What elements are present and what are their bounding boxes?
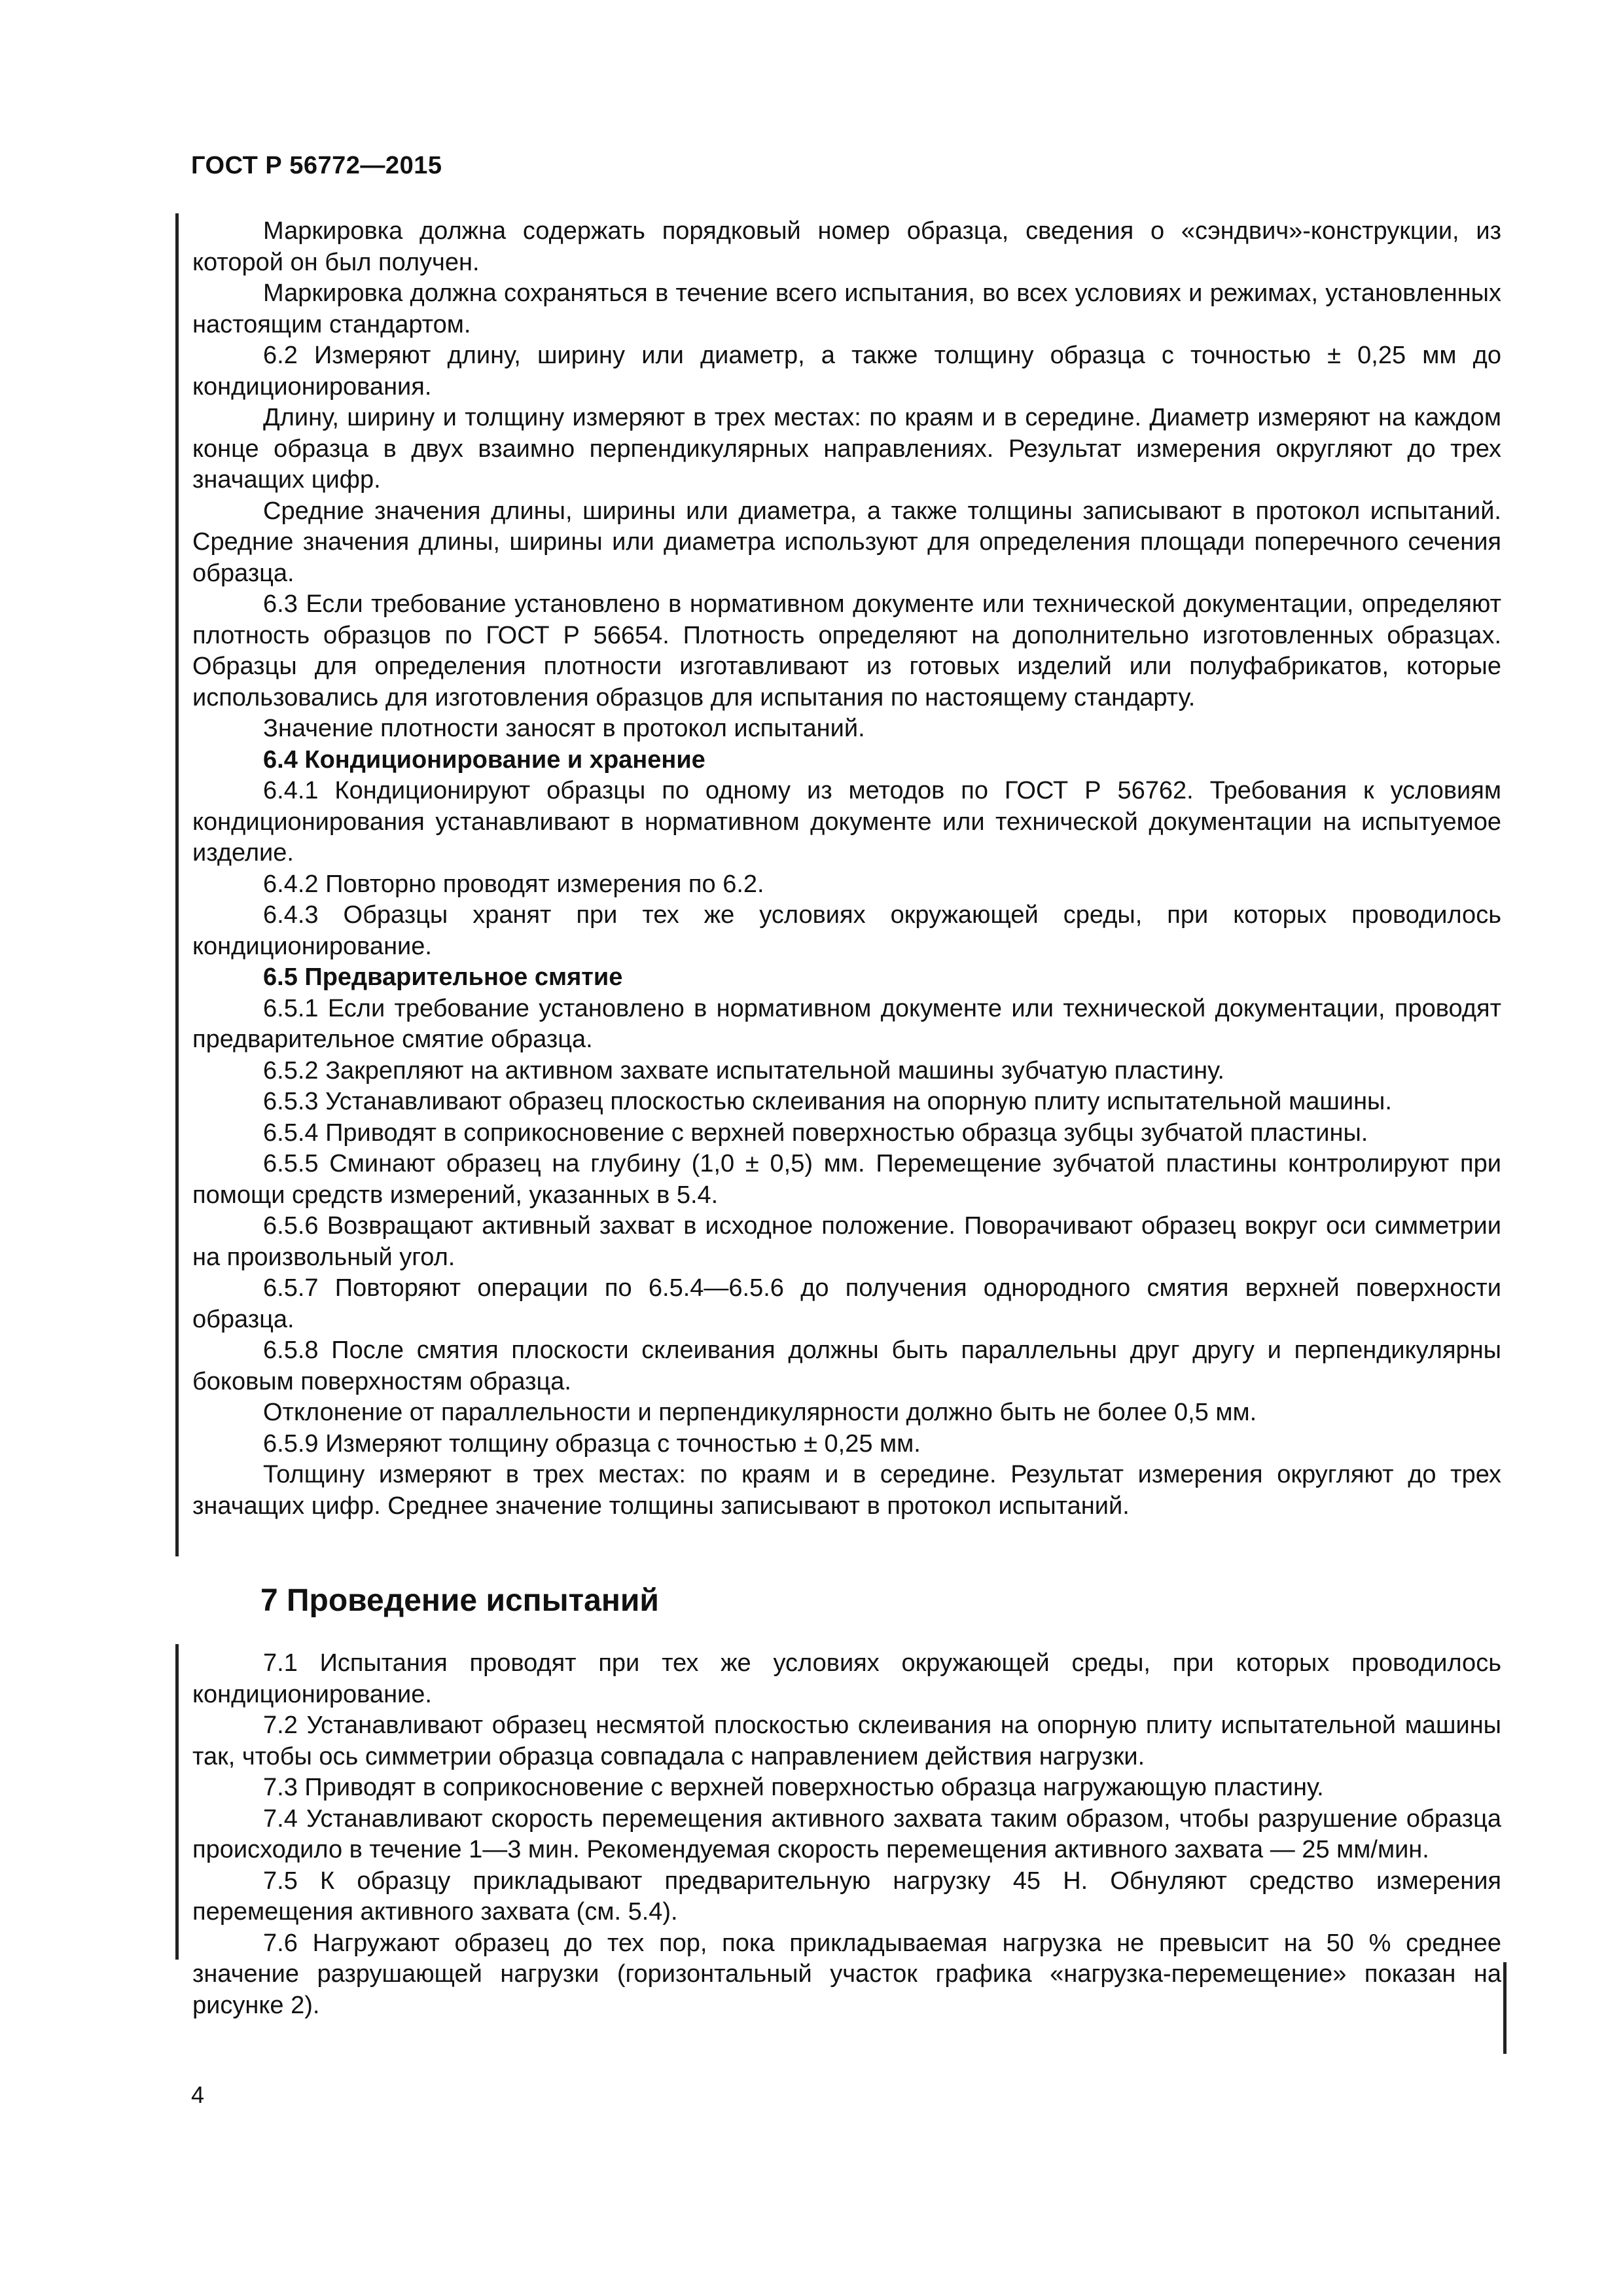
paragraph: Длину, ширину и толщину измеряют в трех местах: по краям и в середине. Диаметр измеряют на каждом конце образца в двух взаимно перпендикулярных направлениях. Результат измерения округляют до трех значащих цифр. — [192, 404, 1501, 493]
change-bar — [175, 1644, 179, 1960]
paragraph: 6.5.6 Возвращают активный захват в исходное положение. Поворачивают образец вокруг оси симметрии на произвольный угол. — [192, 1212, 1501, 1271]
paragraph: 7.1 Испытания проводят при тех же условиях окружающей среды, при которых проводилось кондиционирование. — [192, 1649, 1501, 1708]
paragraph: 7.6 Нагружают образец до тех пор, пока прикладываемая нагрузка не превысит на 50 % среднее значение разрушающей нагрузки (горизонтальный участок графика «нагрузка-перемещение» показан на рисунке 2). — [192, 1929, 1501, 2019]
change-bar — [175, 213, 179, 1556]
paragraph: 7.3 Приводят в соприкосновение с верхней поверхностью образца нагружающую пластину. — [263, 1774, 1324, 1801]
paragraph: 6.4.3 Образцы хранят при тех же условиях окружающей среды, при которых проводилось кондиционирование. — [192, 901, 1501, 960]
paragraph: 6.5.2 Закрепляют на активном захвате испытательной машины зубчатую пластину. — [263, 1056, 1224, 1085]
paragraph: 7.2 Устанавливают образец несмятой плоскостью склеивания на опорную плиту испытательной машины так, чтобы ось симметрии образца совпадала с направлением действия нагрузки. — [192, 1712, 1501, 1770]
paragraph: Отклонение от параллельности и перпендикулярности должно быть не более 0,5 мм. — [263, 1399, 1257, 1426]
paragraph: 6.5.8 После смятия плоскости склеивания должны быть параллельны друг другу и перпендикулярны боковым поверхностям образца. — [192, 1336, 1501, 1395]
paragraph: 7.5 К образцу прикладывают предварительную нагрузку 45 Н. Обнуляют средство измерения перемещения активного захвата (см. 5.4). — [192, 1867, 1501, 1926]
paragraph: 6.5.1 Если требование установлено в нормативном документе или технической документации, проводят предварительное смятие образца. — [192, 994, 1501, 1053]
paragraph: Маркировка должна содержать порядковый номер образца, сведения о «сэндвич»-конструкции, из которой он был получен. — [192, 217, 1501, 276]
paragraph: Маркировка должна сохраняться в течение всего испытания, во всех условиях и режимах, установленных настоящим стандартом. — [192, 279, 1501, 338]
subsection-heading: 6.4 Кондиционирование и хранение — [263, 745, 705, 774]
paragraph: 6.4.2 Повторно проводят измерения по 6.2. — [263, 870, 764, 898]
paragraph: Средние значения длины, ширины или диаметра, а также толщины записывают в протокол испытаний. Средние значения длины, ширины или диаметра используют для определения площади поперечного сечения образца. — [192, 497, 1501, 587]
change-bar — [1503, 1962, 1507, 2054]
paragraph: 6.3 Если требование установлено в нормативном документе или технической документации, определяют плотность образцов по ГОСТ Р 56654. Плотность определяют на дополнительно изготовленных образцах. Образцы для определения плотности изготавливают из готовых изделий или полуфабрикатов, которые использовались для изготовления образцов для испытания по настоящему стандарту. — [192, 590, 1501, 711]
page-number: 4 — [191, 2081, 205, 2108]
paragraph: 6.5.5 Сминают образец на глубину (1,0 ± 0,5) мм. Перемещение зубчатой пластины контролируют при помощи средств измерений, указанных в 5.4. — [192, 1150, 1501, 1209]
document-header: ГОСТ Р 56772—2015 — [191, 152, 442, 179]
paragraph: 7.4 Устанавливают скорость перемещения активного захвата таким образом, чтобы разрушение образца происходило в течение 1—3 мин. Рекомендуемая скорость перемещения активного захвата — 25 мм/мин. — [192, 1804, 1501, 1863]
paragraph: Толщину измеряют в трех местах: по краям и в середине. Результат измерения округляют до трех значащих цифр. Среднее значение толщины записывают в протокол испытаний. — [192, 1461, 1501, 1520]
paragraph: 6.5.7 Повторяют операции по 6.5.4—6.5.6 до получения однородного смятия верхней поверхности образца. — [192, 1274, 1501, 1333]
paragraph: 6.2 Измеряют длину, ширину или диаметр, а также толщину образца с точностью ± 0,25 мм до кондиционирования. — [192, 342, 1501, 401]
paragraph: 6.5.9 Измеряют толщину образца с точностью ± 0,25 мм. — [263, 1429, 921, 1458]
paragraph: 6.5.4 Приводят в соприкосновение с верхней поверхностью образца зубцы зубчатой пластины. — [263, 1119, 1368, 1147]
subsection-heading: 6.5 Предварительное смятие — [263, 963, 623, 991]
paragraph: 6.4.1 Кондиционируют образцы по одному из методов по ГОСТ Р 56762. Требования к условиям кондиционирования устанавливают в нормативном документе или технической документации на испытуемое изделие. — [192, 777, 1501, 867]
paragraph: Значение плотности заносят в протокол испытаний. — [263, 715, 865, 742]
body-text-section-7 — [192, 1648, 1501, 2021]
body-text-section-6 — [192, 216, 1501, 1522]
section-heading: 7 Проведение испытаний — [260, 1583, 659, 1618]
paragraph: 6.5.3 Устанавливают образец плоскостью склеивания на опорную плиту испытательной машины. — [263, 1088, 1392, 1115]
